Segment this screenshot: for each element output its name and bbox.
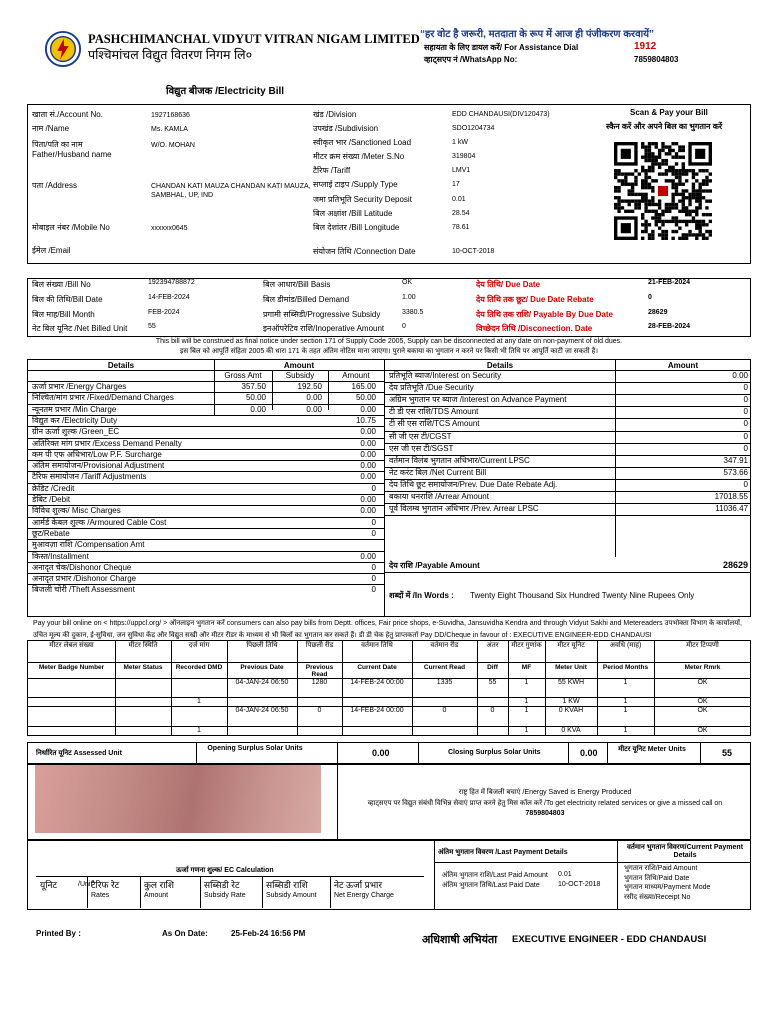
- charge-right-label: बकाया धनराशि /Arrear Amount: [389, 492, 489, 501]
- charge-amount: 50.00: [355, 393, 376, 403]
- officer-en: EXECUTIVE ENGINEER - EDD CHANDAUSI: [512, 934, 707, 945]
- meter-cell: 1: [524, 707, 529, 714]
- bill-info-value: 55: [148, 323, 156, 330]
- account-right-value: 17: [452, 181, 460, 188]
- pay-dd-line: उचित मूल्य की दुकान, ई-सुविधा, जन सुविधा केंद्र और विद्युत सखी और मीटर रीडर के माध्यम से भी बिलों का भुगतान कर सकते हैं। डी डी चेक हेतु प्राप्तकर्ता Pay DD/Cheque in favour of : EXECUTIVE ENGINEER-EDD CHANDAUSI: [33, 632, 652, 639]
- as-on-date: 25-Feb-24 16:56 PM: [231, 929, 306, 938]
- account-label: खाता सं./Account No.: [32, 110, 103, 119]
- meter-units-label: मीटर यूनिट Meter Units: [618, 746, 686, 753]
- last-paid-amount-label: अंतिम भुगतान राशि/Last Paid Amount: [442, 872, 548, 879]
- charges-header-details: Details: [107, 361, 135, 370]
- charge-label: छूट/Rebate: [32, 528, 70, 538]
- amount-header: Amount: [342, 371, 370, 380]
- grid-line: [545, 640, 546, 736]
- ec-col-en: Net Energy Charge: [334, 892, 394, 899]
- scan-pay-hi: स्कैन करें और अपने बिल का भुगतान करें: [606, 122, 723, 131]
- account-value: 1927168636: [151, 112, 190, 119]
- account-right-label: जमा प्रतिभूति Security Deposit: [313, 195, 412, 204]
- account-right-label: सप्लाई टाइप /Supply Type: [313, 180, 398, 189]
- grid-line: [412, 640, 413, 736]
- charge-subsidy: 0.00: [306, 404, 322, 414]
- bill-info-due-label: देय तिथि तक राशि/ Payable By Due Date: [476, 310, 613, 319]
- meter-cell: OK: [697, 698, 708, 705]
- bill-info-due-label: देय तिथि तक छूट/ Due Date Rebate: [476, 295, 594, 304]
- meter-cell: OK: [697, 679, 708, 686]
- charge-right-amount: 11036.47: [715, 504, 748, 514]
- meter-cell: 1335: [436, 679, 453, 686]
- charge-right-label: देय प्रतिभूति /Due Security: [389, 383, 474, 393]
- charge-right-label: पूर्व विलम्ब भुगतान अधिभार /Prev. Arrear LPSC: [389, 504, 539, 514]
- meter-cell: 1: [197, 727, 201, 734]
- in-words-label: शब्दों में /In Words :: [389, 591, 454, 600]
- subsidy-header: Subsidy: [285, 371, 315, 380]
- charge-gross: 50.00: [245, 393, 266, 403]
- last-payment-title: अंतिम भुगतान विवरण /Last Payment Details: [438, 849, 568, 856]
- meter-cell: 0: [317, 707, 322, 714]
- account-right-value: LMV1: [452, 167, 471, 174]
- meter-cell: 0: [442, 707, 447, 714]
- assessed-unit-label: निर्धारित यूनिट Assessed Unit: [36, 750, 122, 757]
- meter-header-en: Meter Unit: [555, 664, 587, 671]
- bill-info-value: FEB-2024: [148, 309, 180, 316]
- charge-amount: 0: [371, 483, 376, 493]
- grid-line: [27, 662, 751, 663]
- account-right-value: 0.01: [452, 196, 466, 203]
- bill-info-value: 0: [402, 323, 406, 330]
- charge-label: अनादृत प्रभार /Dishonor Charge: [32, 574, 137, 584]
- account-right-label: स्वीकृत भार /Sanctioned Load: [313, 138, 412, 147]
- meter-header-hi: मीटर लेबल संख्या: [49, 642, 94, 649]
- grid-line: [227, 640, 228, 736]
- account-label: नाम /Name: [32, 124, 70, 133]
- grid-line: [384, 572, 751, 573]
- bill-info-value: 3380.5: [402, 309, 424, 316]
- account-value: Ms. KAMLA: [151, 126, 188, 133]
- meter-header-en: Meter Badge Number: [38, 664, 105, 671]
- charge-amount: 0.00: [360, 404, 376, 414]
- ec-col-en: Subsidy Amount: [266, 892, 317, 899]
- meter-header-en: Recorded DMD: [175, 664, 223, 671]
- grid-line: [597, 640, 598, 736]
- charge-label: कम पी एफ अधिभार/Low P.F. Surcharge: [32, 449, 162, 459]
- meter-header-hi: पिछली रीड: [305, 642, 334, 649]
- account-value: W/O. MOHAN: [151, 142, 195, 149]
- bill-info-label: बिल माह/Bill Month: [32, 310, 95, 319]
- grid-line: [297, 640, 298, 736]
- closing-solar-value: 0.00: [580, 748, 598, 758]
- charge-amount: 165.00: [351, 382, 376, 391]
- charge-label: न्यूनतम प्रभार /Min Charge: [32, 404, 117, 414]
- closing-solar-label: Closing Surplus Solar Units: [448, 749, 541, 756]
- account-label: ईमेल /Email: [32, 246, 71, 255]
- grid-line: [200, 876, 201, 908]
- bill-info-value: 1.00: [402, 294, 416, 301]
- charge-label: विद्युत कर /Electricity Duty: [32, 415, 118, 425]
- scan-pay-en: Scan & Pay your Bill: [630, 108, 708, 117]
- account-label: पता /Address: [32, 181, 77, 190]
- last-paid-amount: 0.01: [558, 871, 572, 878]
- account-value: xxxxxx0645: [151, 225, 188, 232]
- meter-cell: 0 KVAH: [558, 707, 584, 714]
- charge-label: अतिरिक्त मांग प्रभार /Excess Demand Penalty: [32, 438, 182, 448]
- grid-line: [330, 876, 331, 908]
- charge-gross: 357.50: [241, 382, 266, 391]
- meter-header-hi: मीटर गुणांक: [511, 642, 542, 649]
- bill-info-value: 14-FEB-2024: [148, 294, 190, 301]
- charges-header-amount-right: Amount: [667, 361, 699, 370]
- bill-info-label: इनऑपरेटिव राशि/Inoperative Amount: [263, 324, 385, 333]
- current-payment-item: भुगतान तिथि/Paid Date: [624, 874, 690, 882]
- advertisement-image: [35, 765, 321, 833]
- whatsapp-label: व्हाट्सएप नं /WhatsApp No:: [424, 55, 518, 64]
- charge-label: अनादृत चेक/Dishonor Cheque: [32, 562, 132, 572]
- bill-info-label: बिल संख्या /Bill No: [32, 280, 91, 289]
- charge-amount: 0.00: [360, 461, 376, 471]
- meter-cell: 1: [623, 707, 628, 714]
- charge-label: डेबिट /Debit: [32, 495, 71, 504]
- grid-line: [615, 359, 616, 557]
- charges-header-details-right: Details: [486, 361, 514, 370]
- qr-code-icon[interactable]: [614, 142, 712, 240]
- charge-subsidy: 0.00: [306, 393, 322, 403]
- charge-label: बिजली चोरी /Theft Assessment: [32, 585, 135, 595]
- charge-right-amount: 0: [743, 407, 748, 417]
- whatsapp-number: 7859804803: [634, 55, 679, 64]
- grid-line: [477, 640, 478, 736]
- account-right-label: बिल देशांतर /Bill Longitude: [313, 223, 400, 232]
- charge-amount: 0.00: [360, 438, 376, 448]
- account-right-label: मीटर क्रम संख्या /Meter S.No: [313, 152, 405, 161]
- charge-label: आर्मर्ड केबल शुल्क /Armoured Cable Cost: [32, 517, 167, 527]
- account-value: CHANDAN KATI MAUZA CHANDAN KATI MAUZA, SAMBHAL, UP, IND: [151, 183, 311, 199]
- meter-header-en: Period Months: [602, 664, 649, 671]
- charge-right-label: वर्तमान विलंब भुगतान अधिभार/Current LPSC: [389, 455, 530, 465]
- meter-header-hi: अवधि (माह): [609, 642, 642, 649]
- bill-info-box: [27, 278, 751, 337]
- account-right-label: खंड /Division: [313, 110, 357, 119]
- charge-amount: 0.00: [360, 551, 376, 561]
- bill-info-label: नेट बिल यूनिट /Net Billed Unit: [32, 324, 128, 333]
- meter-cell: OK: [697, 707, 708, 714]
- meter-cell: 55: [488, 679, 497, 686]
- assist-number: 1912: [634, 41, 657, 52]
- meter-header-en: Current Date: [357, 664, 397, 671]
- charge-label: ग्रीन ऊर्जा शुल्क /Green_EC: [32, 427, 120, 437]
- printed-by-label: Printed By :: [36, 929, 81, 938]
- bill-info-label: बिल की तिथि/Bill Date: [32, 295, 103, 304]
- meter-header-hi: दर्ज मांग: [188, 642, 210, 649]
- account-right-value: SDO1204734: [452, 125, 495, 132]
- bill-info-label: बिल डीमांड/Billed Demand: [263, 295, 350, 304]
- account-label: Father/Husband name: [32, 150, 112, 159]
- meter-header-en: Current Read: [423, 664, 466, 671]
- bill-info-due-value: 21-FEB-2024: [648, 279, 691, 286]
- charge-amount: 0: [371, 517, 376, 527]
- grid-line: [171, 640, 172, 736]
- ec-col-hi: टैरिफ रेट: [91, 880, 120, 890]
- company-name-en: PASHCHIMANCHAL VIDYUT VITRAN NIGAM LIMITED: [88, 32, 420, 46]
- meter-header-en: MF: [521, 664, 532, 671]
- pay-online-line[interactable]: Pay your bill online on < https://uppcl.org/ > ऑनलाइन भुगतान करें consumers can also pay bills from Deptt. offices, Fair price shops, e-Suvidha, Jansuvidha Kendra and through Vidyut Sakhi and Metereaders उपभोक्ता विभाग के कार्यालयों,: [33, 620, 742, 627]
- meter-cell: 0 KVA: [561, 727, 581, 734]
- payable-label: देय राशि /Payable Amount: [389, 561, 480, 570]
- charge-gross: 0.00: [250, 404, 266, 414]
- charge-subsidy: 192.50: [297, 382, 322, 391]
- bill-info-value: 192394788872: [148, 279, 195, 286]
- opening-solar-label: Opening Surplus Solar Units: [207, 745, 303, 752]
- charge-right-amount: 0: [743, 431, 748, 441]
- notice-hi: इस बिल को आपूर्ति संहिता 2005 की धारा 171 के तहत अंतिम नोटिस माना जाएगा। पुराने बकाया का भुगतान न करने पर किसी भी तिथि पर आपूर्ति काटी जा सकती है।: [180, 348, 598, 355]
- ec-col-hi: कुल राशि: [144, 880, 174, 890]
- ec-col-en: Subsidy Rate: [204, 892, 246, 899]
- account-right-label: उपखंड /Subdivision: [313, 124, 379, 133]
- charge-label: ऊर्जा प्रभार /Energy Charges: [32, 382, 127, 391]
- meter-cell: 1: [197, 698, 201, 705]
- charge-label: क्रेडिट /Credit: [32, 483, 75, 493]
- in-words-value: Twenty Eight Thousand Six Hundred Twenty Nine Rupees Only: [470, 591, 695, 600]
- meter-header-hi: वर्तमान तिथि: [361, 642, 393, 649]
- bill-info-label: बिल आधार/Bill Basis: [263, 280, 331, 289]
- grid-line: [36, 876, 424, 877]
- as-on-date-label: As On Date:: [162, 929, 208, 938]
- meter-header-en: Meter Status: [123, 664, 163, 671]
- charge-label: टैरिफ समायोजन /Tariff Adjustments: [32, 472, 147, 482]
- charge-right-amount: 347.91: [723, 455, 748, 465]
- charge-amount: 0: [371, 574, 376, 584]
- ec-col-en: Rates: [91, 892, 110, 899]
- account-right-label: टैरिफ /Tariff: [313, 166, 351, 175]
- meter-cell: 1: [524, 679, 529, 686]
- charge-right-label: नेट करंट बिल /Net Current Bill: [389, 467, 487, 477]
- last-paid-date-label: अंतिम भुगतान तिथि/Last Paid Date: [442, 882, 540, 889]
- meter-header-hi: पिछली तिथि: [246, 642, 278, 649]
- account-right-value: 10-OCT-2018: [452, 248, 495, 255]
- meter-cell: 55 KWH: [557, 679, 585, 686]
- charge-amount: 0: [371, 528, 376, 538]
- meter-cell: 1: [524, 727, 529, 734]
- meter-cell: 1: [524, 698, 529, 705]
- account-label: पिता/पति का नाम: [32, 140, 83, 149]
- charge-amount: 10.75: [355, 415, 376, 425]
- charge-right-label: टी डी एस राशि/TDS Amount: [389, 407, 479, 417]
- meter-cell: 04-JAN-24 06:50: [235, 707, 289, 714]
- opening-solar-value: 0.00: [372, 748, 390, 758]
- meter-header-hi: मीटर यूनिट: [557, 642, 585, 649]
- grid-line: [654, 640, 655, 736]
- bill-info-due-label: विच्छेदन तिथि /Disconection. Date: [476, 324, 593, 333]
- charge-label: मुआवज़ा राशि /Compensation Amt: [32, 540, 145, 550]
- current-payment-item: भुगतान राशि/Paid Amount: [624, 865, 698, 872]
- meter-header-hi: मीटर स्थिति: [128, 642, 158, 649]
- whatsapp-msg-number: 7859804803: [525, 810, 565, 817]
- charge-right-amount: 0: [743, 479, 748, 489]
- grid-line: [262, 876, 263, 908]
- account-right-value: 1 kW: [452, 139, 468, 146]
- account-right-label: संयोजन तिथि /Connection Date: [313, 247, 416, 256]
- grid-line: [140, 876, 141, 908]
- charge-right-amount: 17018.55: [714, 492, 748, 501]
- charges-header-amount: Amount: [283, 361, 315, 370]
- charge-label: किस्त/Installment: [32, 551, 89, 561]
- charge-right-amount: 0.00: [732, 371, 748, 380]
- charge-label: अंतिम समायोजन/Provisional Adjustment: [32, 461, 165, 471]
- officer-hi: अधिशाषी अभियंता: [422, 934, 498, 946]
- grid-line: [508, 640, 509, 736]
- charge-right-amount: 0: [743, 443, 748, 453]
- charge-right-label: सी जी एस टी/CGST: [389, 431, 452, 441]
- charge-right-label: अग्रिम भुगतान पर ब्याज /Interest on Advance Payment: [389, 395, 567, 405]
- charge-amount: 0.00: [360, 449, 376, 459]
- gross-header: Gross Amt: [224, 371, 262, 380]
- account-right-value: 78.61: [452, 224, 470, 231]
- charge-right-amount: 573.66: [723, 467, 748, 477]
- account-right-value: 28.54: [452, 210, 470, 217]
- meter-header-hi: वर्तमान रीड: [430, 642, 459, 649]
- grid-line: [115, 640, 116, 736]
- meter-cell: 1 KW: [562, 698, 580, 705]
- grid-line: [87, 876, 88, 908]
- company-logo: [44, 30, 82, 68]
- meter-header-hi: अंतर: [486, 642, 499, 649]
- energy-saved-msg: राष्ट्र हित में बिजली बचाएं /Energy Saved is Energy Produced: [458, 789, 632, 796]
- meter-cell: 14-FEB-24 00:00: [350, 679, 404, 686]
- assist-label: सहायता के लिए डायल करें/ For Assistance Dial: [424, 43, 579, 52]
- current-payment-item: रसीद संख्या/Receipt No: [624, 893, 691, 901]
- account-right-value: 319804: [452, 153, 476, 160]
- current-payment-title: वर्तमान भुगतान विवरण/Current Payment Details: [626, 844, 744, 859]
- slogan: “हर वोट है जरूरी, मतदाता के रूप में आज ही पंजीकरण करवायें”: [420, 29, 655, 40]
- charge-right-label: एस जी एस टी/SGST: [389, 443, 454, 453]
- charge-amount: 0: [371, 585, 376, 595]
- meter-cell: 1: [623, 727, 628, 734]
- grid-line: [384, 359, 385, 617]
- meter-cell: 1: [623, 679, 628, 686]
- account-label: मोबाइल नंबर /Mobile No: [32, 223, 110, 232]
- meter-cell: 04-JAN-24 06:50: [235, 679, 289, 686]
- meter-header-en: Previous Read: [305, 664, 334, 678]
- meter-cell: OK: [697, 727, 708, 734]
- charge-amount: 0.00: [360, 472, 376, 482]
- meter-cell: 0: [490, 707, 495, 714]
- payable-amount: 28629: [722, 560, 748, 570]
- grid-line: [384, 515, 751, 516]
- bill-info-due-value: 0: [648, 294, 652, 301]
- last-paid-date: 10-OCT-2018: [558, 881, 601, 888]
- charge-label: विविध शुल्क/ Misc Charges: [32, 506, 121, 516]
- charge-label: निश्चित/मांग प्रभार /Fixed/Demand Charges: [32, 393, 174, 403]
- charge-right-amount: 0: [743, 383, 748, 393]
- ec-col-hi: यूनिट: [40, 880, 58, 890]
- bill-info-label: प्रगामी सब्सिडी/Progressive Subsidy: [263, 310, 381, 319]
- bill-info-due-value: 28629: [648, 309, 668, 316]
- bill-info-value: OK: [402, 279, 413, 286]
- meter-units-value: 55: [722, 748, 733, 758]
- meter-header-en: Previous Date: [240, 664, 284, 671]
- ec-col-hi: सब्सिडी रेट: [204, 880, 240, 890]
- company-name-hi: पश्चिमांचल विद्युत वितरण निगम लि०: [88, 48, 253, 62]
- ec-col-hi: नेट ऊर्जा प्रभार: [334, 880, 383, 890]
- charge-amount: 0.00: [360, 495, 376, 504]
- bill-info-due-value: 28-FEB-2024: [648, 323, 691, 330]
- notice-en: This bill will be construed as final notice under section 171 of Supply Code 2005, Supply can be disconnected at any date on non-payment of old dues.: [155, 338, 623, 345]
- meter-header-en: Meter Rmrk: [684, 664, 721, 671]
- charge-right-label: देय तिथि छूट समायोजन/Prev. Due Date Rebate Adj.: [389, 479, 558, 489]
- bill-info-due-label: देय तिथि/ Due Date: [476, 280, 541, 289]
- meter-cell: 1280: [311, 679, 328, 686]
- account-right-value: EDD CHANDAUSI(DIV120473): [452, 111, 550, 118]
- charge-amount: 0.00: [360, 506, 376, 516]
- grid-line: [342, 640, 343, 736]
- meter-cell: 1: [623, 698, 628, 705]
- current-payment-item: भुगतान माध्यम/Payment Mode: [624, 884, 711, 891]
- account-right-label: बिल अक्षांश /Bill Latitude: [313, 209, 393, 218]
- meter-header-hi: मीटर टिप्पणी: [686, 642, 719, 649]
- charge-amount: 0.00: [360, 427, 376, 437]
- charge-right-amount: 0: [743, 419, 748, 429]
- charge-amount: 0: [371, 562, 376, 572]
- meter-header-en: Diff: [487, 664, 498, 671]
- ec-col-hi: सब्सिडी राशि: [266, 880, 308, 890]
- ec-title: ऊर्जा गणना शुल्क/ EC Calculation: [176, 867, 274, 874]
- charge-right-label: टी सी एस राशि/TCS Amount: [389, 419, 480, 429]
- ec-col-en: Amount: [144, 892, 169, 899]
- charge-right-amount: 0: [743, 395, 748, 405]
- meter-table-border: [27, 640, 751, 736]
- charge-right-label: प्रतिभूति ब्याज/Interest on Security: [389, 371, 502, 380]
- whatsapp-msg: व्हाट्सएप पर विद्युत संबंधी विभिन्न सेवाएं प्राप्त करने हेतु मिस कॉल करें /To get electricity related services or give a missed call on: [367, 800, 723, 807]
- bill-title: विद्युत बीजक /Electricity Bill: [166, 86, 285, 97]
- meter-cell: 14-FEB-24 00:00: [350, 707, 404, 714]
- ec-col-en: /Unit: [78, 881, 93, 888]
